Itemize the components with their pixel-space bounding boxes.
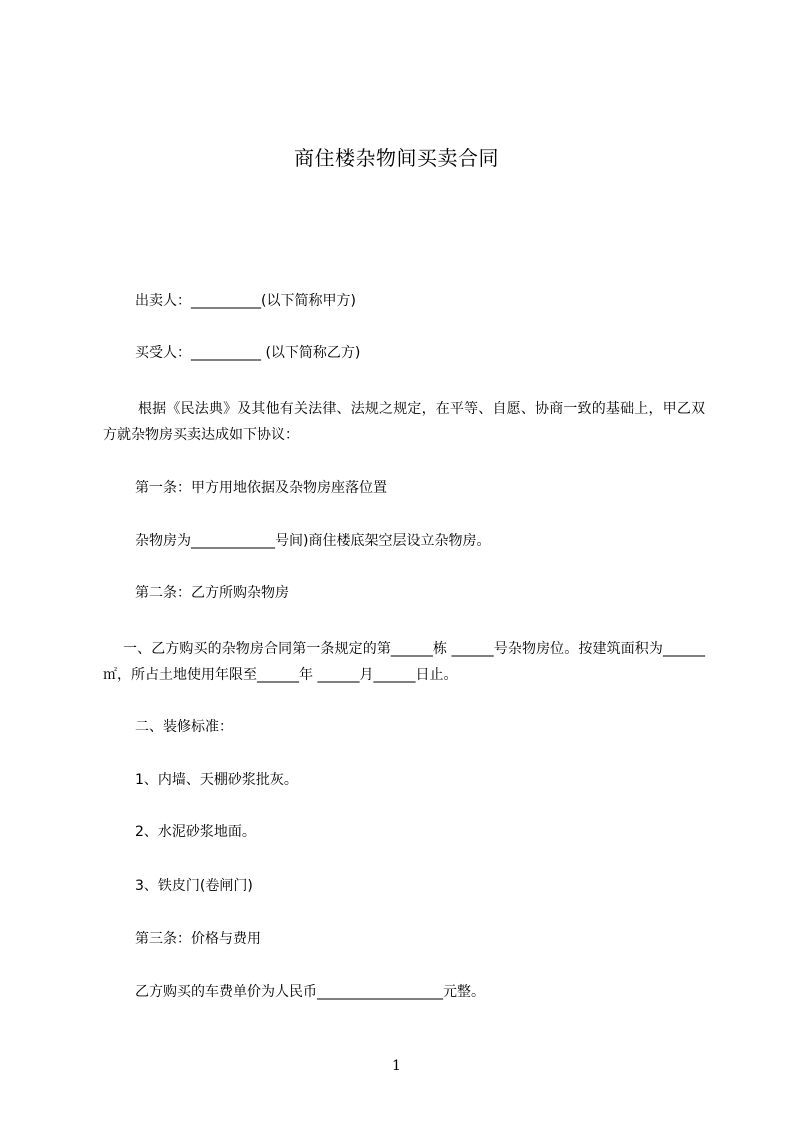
buyer-line: 买受人：__________ (以下简称乙方) — [135, 345, 361, 361]
article2-item1: 一、乙方购买的杂物房合同第一条规定的第______栋 ______号杂物房位。按建筑面积为______ ㎡，所占土地使用年限至______年 ______月______日止。 — [103, 641, 705, 683]
preamble-paragraph: 根据《民法典》及其他有关法律、法规之规定，在平等、自愿、协商一致的基础上，甲乙双方就杂物房买卖达成如下协议： — [103, 401, 705, 443]
article2-heading: 第二条：乙方所购杂物房 — [135, 585, 289, 601]
fitout-item-2: 2、水泥砂浆地面。 — [135, 824, 256, 840]
page-number: 1 — [392, 1058, 401, 1074]
fitout-item-1: 1、内墙、天棚砂浆批灰。 — [135, 772, 298, 788]
article1-heading: 第一条：甲方用地依据及杂物房座落位置 — [135, 480, 387, 496]
seller-line: 出卖人：__________(以下简称甲方) — [135, 293, 356, 309]
article3-body: 乙方购买的车费单价为人民币__________________元整。 — [135, 984, 485, 1000]
article2-item2: 二、装修标准： — [135, 719, 233, 735]
article3-heading: 第三条：价格与费用 — [135, 931, 261, 947]
article1-body: 杂物房为____________号间)商住楼底架空层设立杂物房。 — [135, 533, 491, 549]
fitout-item-3: 3、铁皮门(卷闸门) — [135, 878, 253, 894]
document-title: 商住楼杂物间买卖合同 — [294, 146, 499, 170]
